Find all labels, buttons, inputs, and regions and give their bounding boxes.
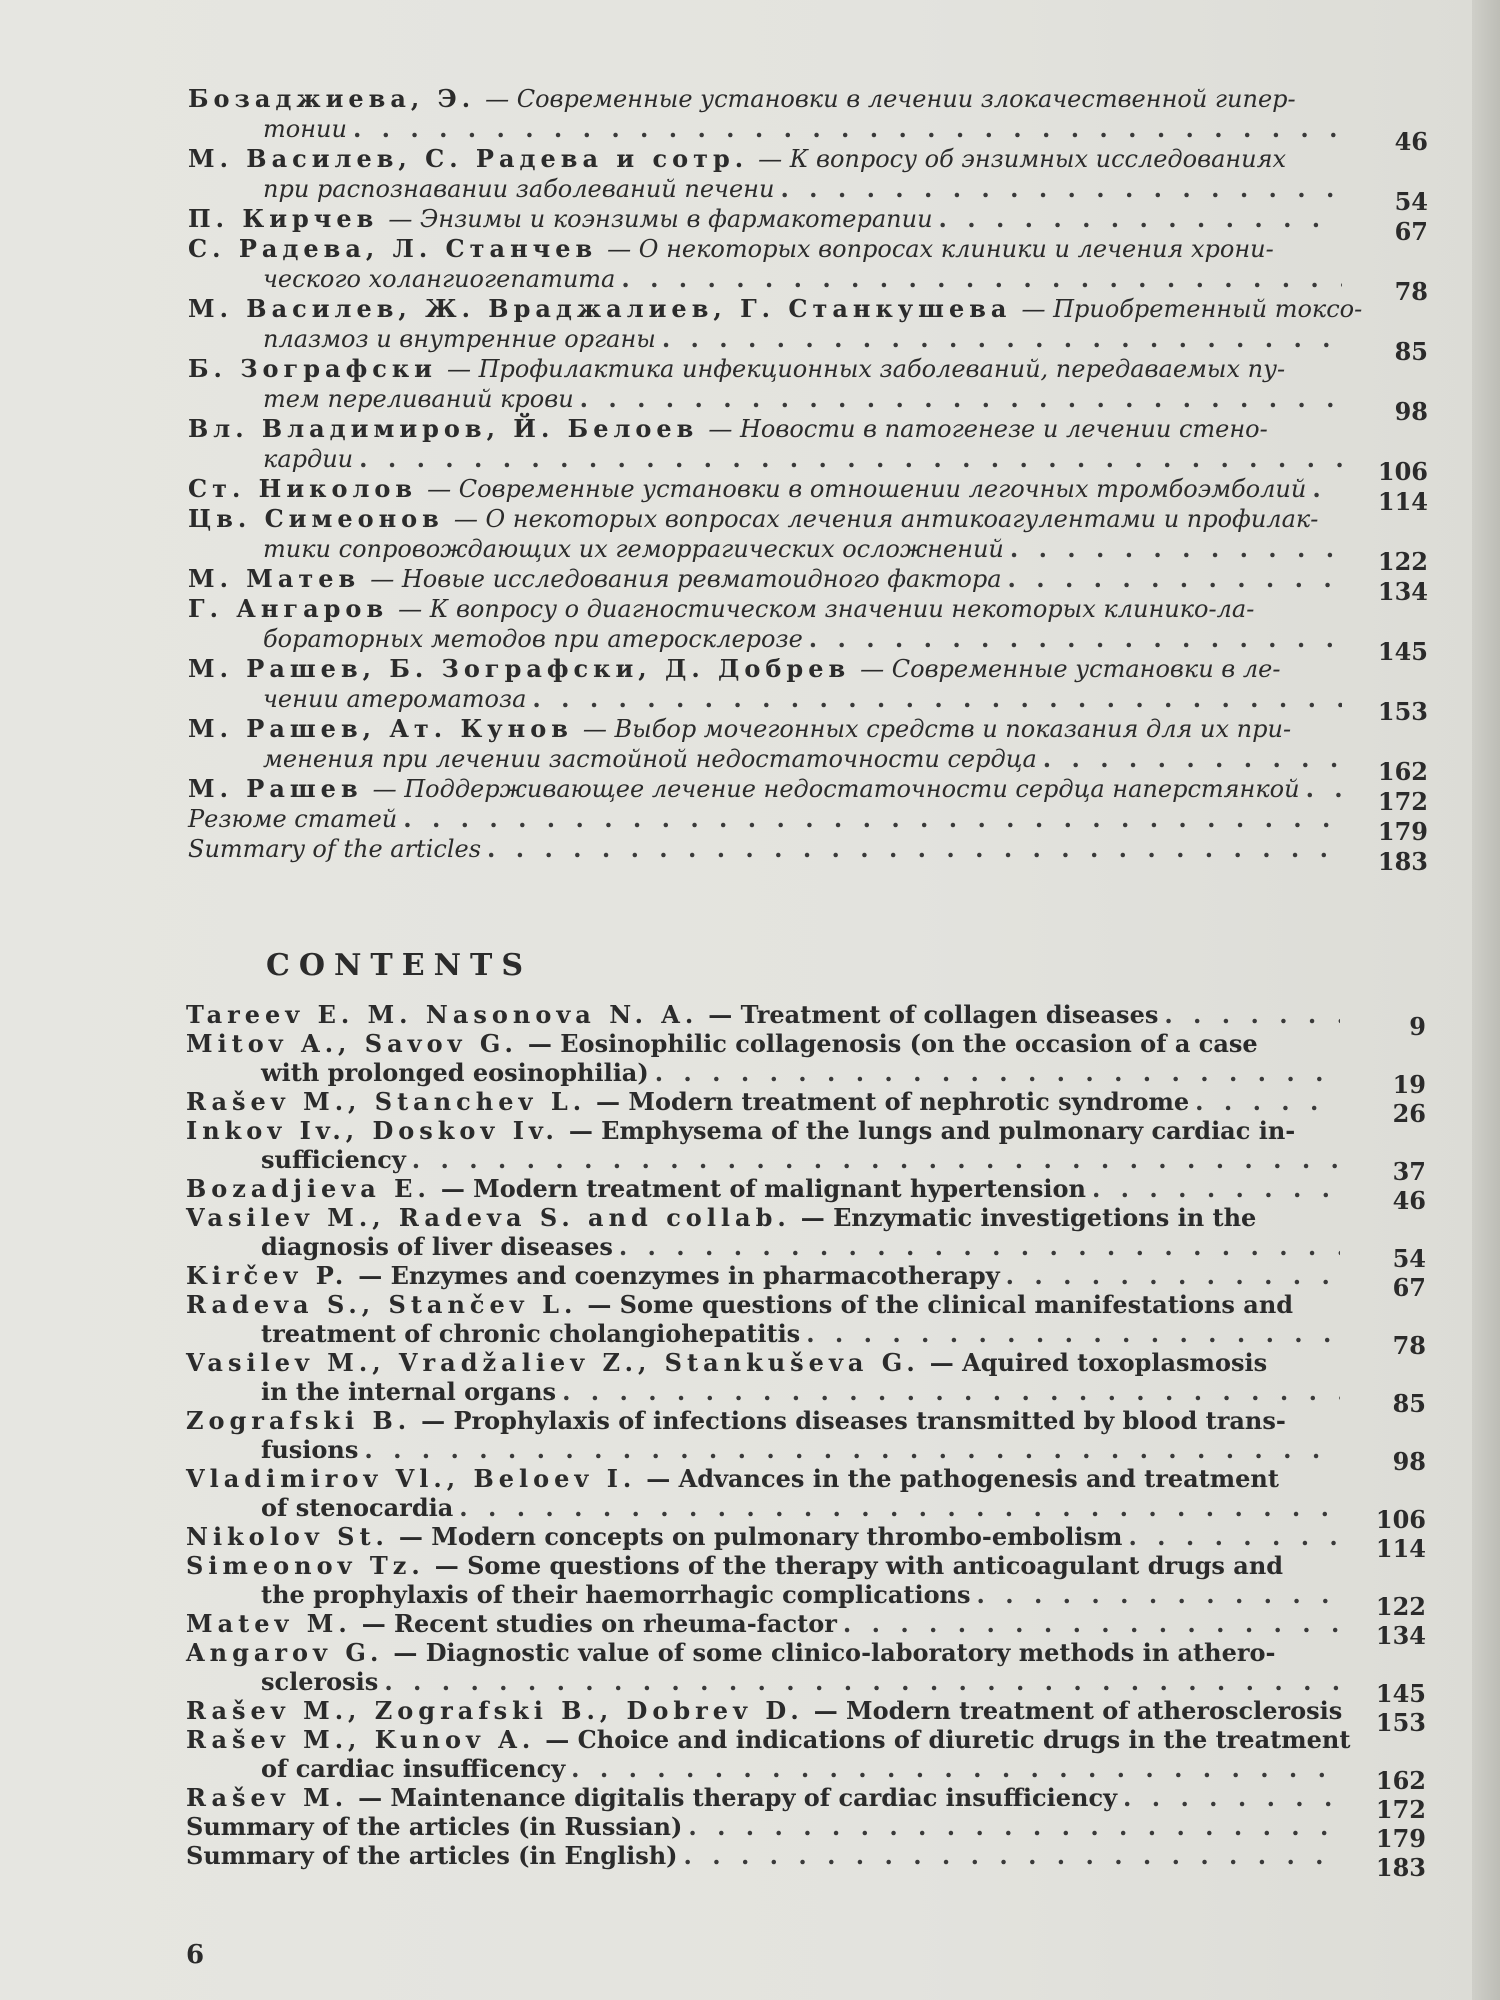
toc-author: М. Матев (188, 564, 361, 593)
toc-page-number: 78 (1392, 1331, 1426, 1360)
toc-entry (188, 294, 1428, 366)
leader-dots (459, 1493, 1340, 1522)
leader-dots (939, 204, 1342, 233)
leader-dots (403, 804, 1342, 833)
english-toc (186, 1000, 1426, 1882)
toc-title: Summary of the articles (in English) (186, 1841, 678, 1870)
toc-page-number: 114 (1377, 487, 1428, 516)
toc-page-number: 183 (1375, 1853, 1426, 1882)
toc-author: Tareev E. M. Nasonova N. A. (186, 1000, 699, 1029)
toc-entry (188, 354, 1428, 426)
toc-title-continuation: of stenocardia (261, 1493, 454, 1522)
toc-author: М. Рашев, Б. Зографски, Д. Добрев (188, 654, 851, 683)
leader-dots (1006, 1261, 1340, 1290)
toc-page-number: 153 (1375, 1708, 1426, 1737)
toc-title: — Diagnostic value of some clinico-laboratory methods in athero- (393, 1638, 1276, 1667)
toc-title-continuation: sufficiency (261, 1145, 406, 1174)
toc-page-number: 172 (1377, 787, 1428, 816)
toc-entry (188, 834, 1428, 876)
toc-title: — Энзимы и коэнзимы в фармакотерапии (388, 205, 933, 233)
toc-title: — Современные установки в отношении легочных тромбоэмболий (427, 475, 1307, 503)
leader-dots (977, 1580, 1340, 1609)
page-edge-shadow (1472, 0, 1500, 2000)
toc-page-number: 78 (1394, 277, 1428, 306)
toc-page-number: 134 (1375, 1621, 1426, 1650)
leader-dots (780, 174, 1342, 203)
toc-entry (186, 1551, 1426, 1621)
toc-title-continuation: чении атероматоза (263, 685, 527, 713)
toc-title: — О некоторых вопросах клиники и лечения хрони- (607, 235, 1274, 263)
toc-title: — Emphysema of the lungs and pulmonary cardiac in- (568, 1116, 1296, 1145)
toc-author: Г. Ангаров (188, 594, 389, 623)
leader-dots (1164, 1000, 1340, 1029)
toc-page-number: 26 (1392, 1099, 1426, 1128)
toc-page-number: 98 (1394, 397, 1428, 426)
leader-dots (580, 384, 1342, 413)
toc-entry (186, 1087, 1426, 1128)
toc-title-continuation: with prolonged eosinophilia) (261, 1058, 649, 1087)
leader-dots (655, 1058, 1340, 1087)
leader-dots (1123, 1783, 1340, 1812)
toc-title: — Новости в патогенезе и лечении стено- (708, 415, 1268, 443)
toc-page-number: 179 (1375, 1824, 1426, 1853)
toc-entry (188, 204, 1428, 246)
toc-page-number: 54 (1392, 1244, 1426, 1273)
leader-dots (364, 1435, 1340, 1464)
toc-page-number: 145 (1375, 1679, 1426, 1708)
toc-page-number: 37 (1392, 1157, 1426, 1186)
toc-entry (186, 1203, 1426, 1273)
toc-entry (188, 594, 1428, 666)
toc-title: — Современные установки в лечении злокачественной гипер- (485, 85, 1296, 113)
toc-title: — Prophylaxis of infections diseases transmitted by blood trans- (421, 1406, 1286, 1435)
toc-author: Radeva S., Stančev L. (186, 1290, 578, 1319)
toc-title: — Новые исследования ревматоидного фактора (370, 565, 1002, 593)
toc-title: — Some questions of the clinical manifestations and (587, 1290, 1294, 1319)
toc-entry (188, 144, 1428, 216)
toc-page-number: 179 (1377, 817, 1428, 846)
toc-title-continuation: fusions (261, 1435, 359, 1464)
toc-author: Zografski B. (186, 1406, 412, 1435)
toc-title-continuation: кардии (263, 445, 354, 473)
toc-entry (188, 504, 1428, 576)
toc-page-number: 134 (1377, 577, 1428, 606)
toc-author: Rašev M., Kunov A. (186, 1725, 536, 1754)
toc-author: Цв. Симеонов (188, 504, 444, 533)
leader-dots (662, 324, 1342, 353)
toc-entry (186, 1812, 1426, 1853)
toc-author: Rašev M., Stanchev L. (186, 1087, 587, 1116)
toc-title: — Поддерживающее лечение недостаточности сердца наперстянкой (372, 775, 1300, 803)
toc-title: — Modern treatment of malignant hypertension (440, 1174, 1086, 1203)
leader-dots (1010, 534, 1342, 563)
toc-title-continuation: плазмоз и внутренние органы (263, 325, 656, 353)
toc-entry (186, 1029, 1426, 1099)
toc-entry (186, 1406, 1426, 1476)
toc-title: — Современные установки в ле- (860, 655, 1281, 683)
toc-author: Rašev M. (186, 1783, 349, 1812)
leader-dots (384, 1667, 1340, 1696)
leader-dots (532, 684, 1342, 713)
page-folio: 6 (186, 1940, 205, 1970)
toc-author: Simeonov Tz. (186, 1551, 425, 1580)
leader-dots (843, 1609, 1340, 1638)
leader-dots (487, 834, 1342, 863)
toc-entry (188, 414, 1428, 486)
toc-entry (188, 804, 1428, 846)
toc-page-number: 162 (1375, 1766, 1426, 1795)
toc-title: — Профилактика инфекционных заболеваний, передаваемых пу- (446, 355, 1286, 383)
toc-author: Бозаджиева, Э. (188, 84, 476, 113)
toc-page-number: 85 (1392, 1389, 1426, 1418)
toc-title: — Maintenance digitalis therapy of cardiac insufficiency (358, 1783, 1118, 1812)
leader-dots (571, 1754, 1340, 1783)
toc-title-continuation: sclerosis (261, 1667, 379, 1696)
toc-author: П. Кирчев (188, 204, 379, 233)
toc-author: Kirčev P. (186, 1261, 349, 1290)
toc-entry (186, 1609, 1426, 1650)
toc-title: — О некоторых вопросах лечения антикоагулентами и профилак- (453, 505, 1319, 533)
leader-dots (1092, 1174, 1340, 1203)
toc-title-continuation: тики сопровождающих их геморрагических осложнений (263, 535, 1004, 563)
toc-entry (186, 1725, 1426, 1795)
toc-entry (186, 1696, 1426, 1737)
toc-author: Vasilev M., Vradžaliev Z., Stankuševa G. (186, 1348, 920, 1377)
toc-author: Б. Зографски (188, 354, 437, 383)
toc-page-number: 183 (1377, 847, 1428, 876)
toc-page-number: 153 (1377, 697, 1428, 726)
leader-dots (562, 1377, 1340, 1406)
toc-entry (186, 1116, 1426, 1186)
toc-entry (188, 84, 1428, 156)
toc-author: М. Василев, Ж. Враджалиев, Г. Станкушева (188, 294, 1012, 323)
toc-page-number: 54 (1394, 187, 1428, 216)
toc-page-number: 9 (1409, 1012, 1426, 1041)
toc-page-number: 114 (1375, 1534, 1426, 1563)
toc-page-number: 122 (1377, 547, 1428, 576)
toc-page-number: 106 (1375, 1505, 1426, 1534)
toc-author: М. Рашев, Ат. Кунов (188, 714, 573, 743)
toc-page-number: 67 (1394, 217, 1428, 246)
toc-entry (188, 714, 1428, 786)
toc-entry (188, 564, 1428, 606)
toc-title: — Treatment of collagen diseases (708, 1000, 1159, 1029)
toc-entry (186, 1522, 1426, 1563)
leader-dots (684, 1841, 1340, 1870)
leader-dots (621, 264, 1342, 293)
toc-page-number: 145 (1377, 637, 1428, 666)
toc-author: Rašev M., Zografski B., Dobrev D. (186, 1696, 804, 1725)
toc-title-continuation: diagnosis of liver diseases (261, 1232, 613, 1261)
toc-entry (186, 1174, 1426, 1215)
toc-title: — Some questions of the therapy with anticoagulant drugs and (434, 1551, 1284, 1580)
toc-title: — Выбор мочегонных средств и показания для их при- (582, 715, 1292, 743)
toc-title: — Recent studies on rheuma-factor (361, 1609, 837, 1638)
toc-page-number: 46 (1394, 127, 1428, 156)
leader-dots (688, 1812, 1340, 1841)
toc-page-number: 85 (1394, 337, 1428, 366)
toc-entry (186, 1348, 1426, 1418)
toc-title: Summary of the articles (in Russian) (186, 1812, 683, 1841)
toc-entry (186, 1841, 1426, 1882)
toc-entry (186, 1783, 1426, 1824)
toc-author: М. Василев, С. Радева и сотр. (188, 144, 749, 173)
leader-dots (359, 444, 1342, 473)
toc-page-number: 122 (1375, 1592, 1426, 1621)
toc-title: — Приобретенный токсо- (1021, 295, 1363, 323)
toc-page-number: 46 (1392, 1186, 1426, 1215)
toc-entry (186, 1464, 1426, 1534)
toc-entry (188, 654, 1428, 726)
toc-title: — Aquired toxoplasmosis (929, 1348, 1268, 1377)
leader-dots (1043, 744, 1342, 773)
toc-author: С. Радева, Л. Станчев (188, 234, 598, 263)
toc-title: — Modern treatment of nephrotic syndrome (596, 1087, 1190, 1116)
toc-entry (188, 474, 1428, 516)
toc-author: Mitov A., Savov G. (186, 1029, 518, 1058)
toc-page-number: 106 (1377, 457, 1428, 486)
toc-author: Bozadjieva E. (186, 1174, 431, 1203)
leader-dots (1306, 774, 1342, 803)
leader-dots (1008, 564, 1342, 593)
toc-author: Inkov Iv., Doskov Iv. (186, 1116, 559, 1145)
toc-entry (188, 234, 1428, 306)
toc-entry (186, 1261, 1426, 1302)
toc-title-continuation: менения при лечении застойной недостаточности сердца (263, 745, 1037, 773)
toc-title: — Eosinophilic collagenosis (on the occasion of a case (527, 1029, 1258, 1058)
toc-title-continuation: тем переливаний крови (263, 385, 574, 413)
leader-dots (619, 1232, 1340, 1261)
toc-author: Vladimirov Vl., Beloev I. (186, 1464, 637, 1493)
toc-title-continuation: the prophylaxis of their haemorrhagic complications (261, 1580, 971, 1609)
toc-title: — К вопросу о диагностическом значении некоторых клинико-ла- (398, 595, 1255, 623)
toc-entry (186, 1638, 1426, 1708)
toc-page-number: 98 (1392, 1447, 1426, 1476)
toc-title: — Modern treatment of atherosclerosis (813, 1696, 1343, 1725)
leader-dots (353, 114, 1342, 143)
toc-title: Summary of the articles (188, 835, 482, 863)
toc-author: Вл. Владимиров, Й. Белоев (188, 414, 699, 443)
leader-dots (809, 624, 1342, 653)
toc-entry (186, 1290, 1426, 1360)
toc-title-continuation: бораторных методов при атеросклерозе (263, 625, 803, 653)
toc-title-continuation: ческого холангиогепатита (263, 265, 616, 293)
leader-dots (1128, 1522, 1340, 1551)
toc-title: — Enzymatic investigetions in the (800, 1203, 1257, 1232)
toc-title: — К вопросу об энзимных исследованиях (758, 145, 1287, 173)
toc-author: Vasilev M., Radeva S. and collab. (186, 1203, 791, 1232)
toc-page-number: 172 (1375, 1795, 1426, 1824)
toc-title-continuation: of cardiac insufficency (261, 1754, 566, 1783)
leader-dots (1312, 474, 1342, 503)
leader-dots (412, 1145, 1340, 1174)
toc-author: Angarov G. (186, 1638, 384, 1667)
toc-title: — Enzymes and coenzymes in pharmacotherapy (358, 1261, 1000, 1290)
toc-title: — Choice and indications of diuretic drugs in the treatment (545, 1725, 1351, 1754)
toc-title: — Modern concepts on pulmonary thrombo-embolism (398, 1522, 1123, 1551)
toc-entry (186, 1000, 1426, 1041)
toc-page-number: 67 (1392, 1273, 1426, 1302)
toc-title-continuation: при распознавании заболеваний печени (263, 175, 775, 203)
leader-dots (1195, 1087, 1340, 1116)
toc-title-continuation: in the internal organs (261, 1377, 557, 1406)
toc-entry (188, 774, 1428, 816)
toc-title: Резюме статей (188, 805, 398, 833)
toc-author: Matev M. (186, 1609, 352, 1638)
russian-toc (188, 84, 1428, 876)
leader-dots (806, 1319, 1340, 1348)
toc-title: — Advances in the pathogenesis and treatment (646, 1464, 1279, 1493)
contents-heading: CONTENTS (266, 948, 533, 983)
toc-page-number: 19 (1392, 1070, 1426, 1099)
toc-page-number: 162 (1377, 757, 1428, 786)
toc-author: Ст. Николов (188, 474, 418, 503)
toc-title-continuation: тонии (263, 115, 347, 143)
toc-author: М. Рашев (188, 774, 363, 803)
toc-title-continuation: treatment of chronic cholangiohepatitis (261, 1319, 801, 1348)
toc-author: Nikolov St. (186, 1522, 389, 1551)
